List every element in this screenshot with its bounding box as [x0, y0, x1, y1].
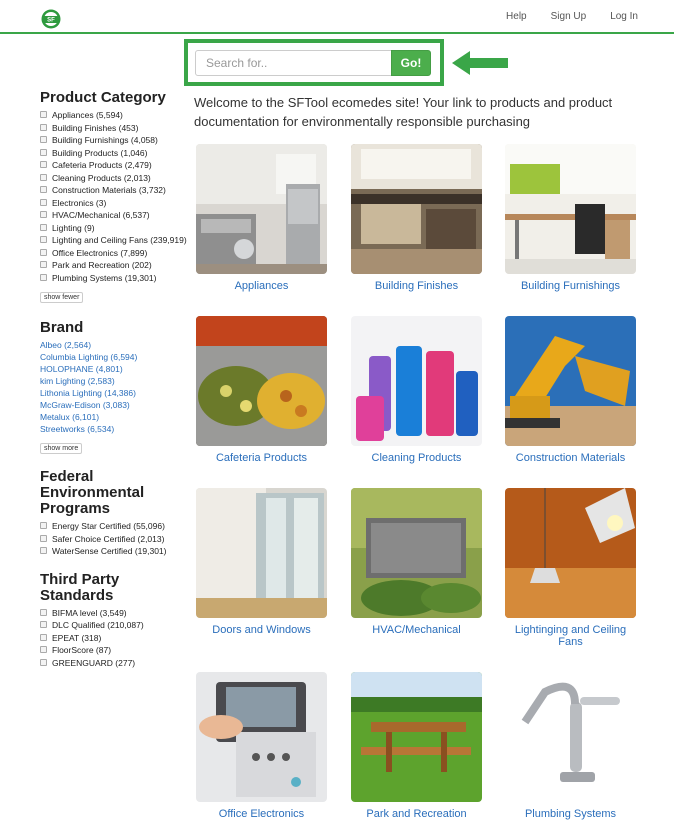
- filter-label: Building Products (1,046): [52, 147, 148, 158]
- search-input[interactable]: [195, 50, 392, 76]
- filter-label: Lighting (9): [52, 222, 95, 233]
- show-more-button[interactable]: show more: [40, 443, 82, 454]
- category-label: Cafeteria Products: [215, 452, 308, 464]
- checkbox[interactable]: [40, 111, 47, 118]
- checkbox[interactable]: [40, 211, 47, 218]
- category-label: Building Finishes: [374, 280, 459, 292]
- category-filter-item[interactable]: [40, 234, 190, 247]
- brand-link[interactable]: Streetworks (6,534): [40, 424, 115, 434]
- category-label: Office Electronics: [218, 808, 305, 820]
- product-category-list: [40, 109, 190, 284]
- category-filter-item[interactable]: [40, 197, 190, 210]
- checkbox[interactable]: [40, 149, 47, 156]
- checkbox[interactable]: [40, 634, 47, 641]
- category-tile-building-finishes[interactable]: [351, 144, 482, 292]
- checkbox[interactable]: [40, 199, 47, 206]
- checkbox[interactable]: [40, 186, 47, 193]
- category-tile-lighting-and-ceiling-fans[interactable]: [505, 488, 636, 648]
- category-tile-park-and-recreation[interactable]: [351, 672, 482, 820]
- brand-link[interactable]: McGraw-Edison (3,083): [40, 400, 130, 410]
- building-finishes-image: [351, 144, 482, 274]
- hvac-mechanical-image: [351, 488, 482, 618]
- plumbing-systems-image: [505, 672, 636, 802]
- category-label: Lightinging and Ceiling Fans: [514, 624, 627, 648]
- log-in-link[interactable]: Log In: [610, 11, 638, 22]
- filter-label: Lighting and Ceiling Fans (239,919): [52, 235, 187, 245]
- category-tile-plumbing-systems[interactable]: [505, 672, 636, 820]
- third-party-standards-title: Third Party Standards: [40, 570, 120, 604]
- checkbox[interactable]: [40, 174, 47, 181]
- construction-materials-image: [505, 316, 636, 446]
- standard-filter-item[interactable]: [40, 657, 190, 670]
- filter-label: Park and Recreation (202): [52, 260, 152, 270]
- checkbox[interactable]: [40, 659, 47, 666]
- appliances-image: [196, 144, 327, 274]
- filter-label: Cafeteria Products (2,479): [52, 160, 152, 170]
- checkbox[interactable]: [40, 522, 47, 529]
- top-nav: [506, 11, 638, 22]
- category-label: Park and Recreation: [366, 808, 467, 820]
- filter-label: WaterSense Certified (19,301): [52, 546, 167, 556]
- category-filter-item[interactable]: [40, 272, 190, 285]
- filter-label: Safer Choice Certified (2,013): [52, 533, 165, 544]
- category-filter-item[interactable]: [40, 122, 190, 135]
- lighting-and-ceiling-fans-image: [505, 488, 636, 618]
- filter-label: Plumbing Systems (19,301): [52, 272, 157, 283]
- brand-link[interactable]: Albeo (2,564): [40, 340, 92, 350]
- cleaning-products-image: [351, 316, 482, 446]
- category-label: Plumbing Systems: [524, 808, 617, 820]
- filter-label: Building Finishes (453): [52, 122, 139, 133]
- filter-label: HVAC/Mechanical (6,537): [52, 210, 150, 220]
- category-label: Appliances: [234, 280, 289, 292]
- category-tile-office-electronics[interactable]: [196, 672, 327, 820]
- logo-text: SF: [47, 17, 55, 24]
- filter-label: Energy Star Certified (55,096): [52, 521, 165, 531]
- park-and-recreation-image: [351, 672, 482, 802]
- category-filter-item[interactable]: [40, 172, 190, 185]
- category-filter-item[interactable]: [40, 134, 190, 147]
- category-filter-item[interactable]: [40, 259, 190, 272]
- category-label: Building Furnishings: [520, 280, 621, 292]
- filter-label: Office Electronics (7,899): [52, 247, 148, 258]
- category-tile-cleaning-products[interactable]: [351, 316, 482, 464]
- brand-link[interactable]: HOLOPHANE (4,801): [40, 364, 123, 374]
- category-tile-building-furnishings[interactable]: [505, 144, 636, 292]
- brand-link[interactable]: kim Lighting (2,583): [40, 376, 115, 386]
- program-filter-item[interactable]: [40, 545, 190, 558]
- standard-filter-item[interactable]: [40, 644, 190, 657]
- category-filter-item[interactable]: [40, 222, 190, 235]
- standard-filter-item[interactable]: [40, 619, 190, 632]
- cafeteria-products-image: [196, 316, 327, 446]
- category-tile-doors-and-windows[interactable]: [196, 488, 327, 636]
- category-tile-cafeteria-products[interactable]: [196, 316, 327, 464]
- category-filter-item[interactable]: [40, 109, 190, 122]
- checkbox[interactable]: [40, 124, 47, 131]
- help-link[interactable]: Help: [506, 11, 527, 22]
- checkbox[interactable]: [40, 161, 47, 168]
- category-label: Doors and Windows: [212, 624, 311, 636]
- checkbox[interactable]: [40, 621, 47, 628]
- standard-filter-item[interactable]: [40, 607, 190, 620]
- checkbox[interactable]: [40, 609, 47, 616]
- filter-label: EPEAT (318): [52, 632, 102, 643]
- third-party-standards-list: [40, 607, 190, 670]
- checkbox[interactable]: [40, 261, 47, 268]
- brand-title: Brand: [40, 319, 84, 336]
- checkbox[interactable]: [40, 547, 47, 554]
- filter-label: DLC Qualified (210,087): [52, 620, 144, 630]
- standard-filter-item[interactable]: [40, 632, 190, 645]
- building-furnishings-image: [505, 144, 636, 274]
- doors-and-windows-image: [196, 488, 327, 618]
- checkbox[interactable]: [40, 136, 47, 143]
- welcome-text: Welcome to the SFTool ecomedes site! Your link to products and product documentation for environmentally responsible purchasing: [194, 95, 613, 129]
- filter-sidebar: [40, 90, 190, 669]
- program-filter-item[interactable]: [40, 520, 190, 533]
- brand-link[interactable]: Metalux (6,101): [40, 412, 100, 422]
- office-electronics-image: [196, 672, 327, 802]
- product-category-title: Product Category: [40, 89, 166, 106]
- category-filter-item[interactable]: [40, 209, 190, 222]
- filter-label: Building Furnishings (4,058): [52, 135, 158, 145]
- checkbox[interactable]: [40, 224, 47, 231]
- brand-link[interactable]: Columbia Lighting (6,594): [40, 352, 138, 362]
- filter-label: GREENGUARD (277): [52, 657, 136, 668]
- category-filter-item[interactable]: [40, 147, 190, 160]
- category-label: Construction Materials: [515, 452, 626, 464]
- category-label: HVAC/Mechanical: [372, 624, 461, 636]
- checkbox[interactable]: [40, 236, 47, 243]
- category-filter-item[interactable]: [40, 184, 190, 197]
- checkbox[interactable]: [40, 274, 47, 281]
- filter-label: Electronics (3): [52, 197, 107, 208]
- checkbox[interactable]: [40, 249, 47, 256]
- checkbox[interactable]: [40, 535, 47, 542]
- category-tile-appliances[interactable]: [196, 144, 327, 292]
- federal-programs-title: Federal Environmental Programs: [40, 468, 145, 517]
- filter-label: FloorScore (87): [52, 645, 112, 655]
- sign-up-link[interactable]: Sign Up: [550, 11, 587, 22]
- show-fewer-button[interactable]: show fewer: [40, 292, 83, 303]
- search-highlight-box: [184, 39, 444, 86]
- filter-label: Cleaning Products (2,013): [52, 172, 151, 183]
- filter-label: BIFMA level (3,549): [52, 607, 127, 618]
- category-label: Cleaning Products: [371, 452, 462, 464]
- category-tile-construction-materials[interactable]: [505, 316, 636, 464]
- filter-label: Construction Materials (3,732): [52, 185, 166, 195]
- top-header: [0, 0, 674, 34]
- brand-link[interactable]: Lithonia Lighting (14,386): [40, 388, 136, 398]
- federal-programs-list: [40, 520, 190, 558]
- checkbox[interactable]: [40, 646, 47, 653]
- category-tile-hvac-mechanical[interactable]: [351, 488, 482, 636]
- brand-list: [40, 339, 190, 435]
- program-filter-item[interactable]: [40, 533, 190, 546]
- sftool-logo[interactable]: [40, 9, 62, 29]
- pointer-arrow-icon: [452, 50, 510, 76]
- go-button[interactable]: Go!: [391, 50, 431, 76]
- category-filter-item[interactable]: [40, 247, 190, 260]
- category-filter-item[interactable]: [40, 159, 190, 172]
- filter-label: Appliances (5,594): [52, 110, 123, 120]
